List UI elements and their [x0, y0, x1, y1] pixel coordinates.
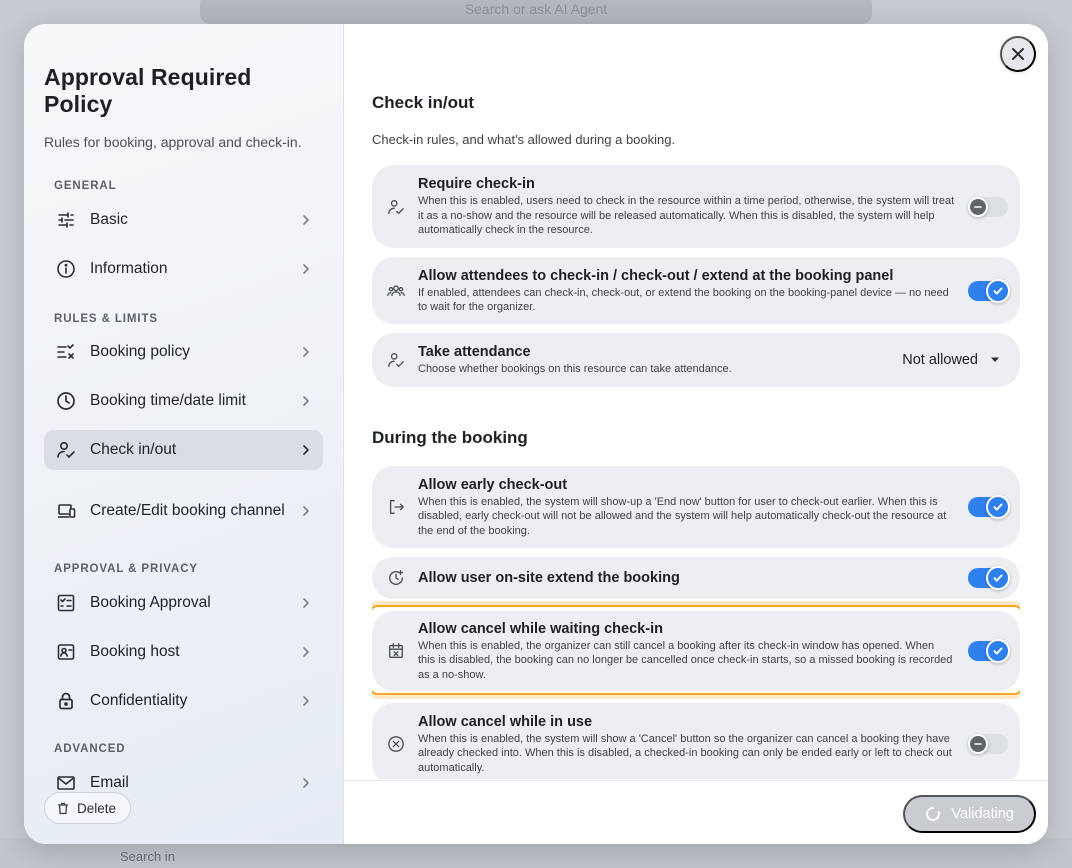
chevron-right-icon — [299, 213, 313, 227]
chevron-right-icon — [299, 504, 313, 518]
minus-icon — [974, 203, 982, 211]
toggle-cancel-in-use[interactable] — [970, 734, 1008, 754]
modal-title: Approval Required Policy — [44, 64, 252, 117]
sidebar-item-booking-host[interactable] — [44, 632, 323, 672]
sidebar-item-booking-time-date-limit[interactable] — [44, 381, 323, 421]
setting-text — [418, 713, 970, 776]
sidebar-item-basic[interactable] — [44, 200, 323, 240]
select-value: Not allowed — [902, 352, 978, 368]
setting-title: Take attendance — [418, 344, 531, 361]
caret-down-icon — [990, 357, 1000, 363]
setting-require-check-in — [372, 165, 1020, 248]
chevron-right-icon — [299, 443, 313, 457]
checklist-icon — [54, 591, 78, 615]
toggle-knob — [986, 639, 1010, 663]
sidebar-item-label: Check in/out — [90, 441, 177, 458]
toggle-require-check-in[interactable] — [970, 197, 1008, 217]
setting-text — [418, 343, 902, 377]
sidebar-item-information[interactable] — [44, 249, 323, 289]
setting-attendees-booking-panel — [372, 257, 1020, 324]
section-description: Check-in rules, and what's allowed during a booking. — [372, 132, 676, 147]
validating-button[interactable] — [903, 795, 1036, 833]
setting-description: When this is enabled, the system will show a 'Cancel' button so the organizer can cancel a booking they have already checked into. When this is disabled, a checked-in booking can only be ended early or left to check out automatically. — [418, 732, 952, 774]
section-title-check-in-out: Check in/out — [372, 93, 475, 112]
sidebar — [24, 24, 344, 844]
setting-description: If enabled, attendees can check-in, check-out, or extend the booking on the booking-panel device — no need to wait for the organizer. — [418, 286, 949, 313]
section-heading-approval-privacy: APPROVAL & PRIVACY — [54, 563, 198, 575]
x-circle-icon — [386, 734, 406, 754]
setting-on-site-extend — [372, 557, 1020, 599]
check-icon — [992, 572, 1004, 584]
toggle-knob — [986, 279, 1010, 303]
chevron-right-icon — [299, 345, 313, 359]
sidebar-item-label: Booking Approval — [90, 594, 211, 611]
sidebar-item-create-edit-booking-channel[interactable] — [44, 479, 323, 543]
policy-modal — [24, 24, 1048, 844]
nav-approval-privacy — [44, 583, 323, 721]
sidebar-item-confidentiality[interactable] — [44, 681, 323, 721]
nav-general — [44, 200, 323, 289]
spinner-icon — [925, 806, 941, 822]
check-icon — [992, 501, 1004, 513]
sidebar-item-label: Create/Edit booking channel — [90, 502, 285, 519]
setting-early-check-out — [372, 466, 1020, 548]
chevron-right-icon — [299, 394, 313, 408]
delete-button[interactable] — [44, 792, 131, 824]
modal-footer — [344, 780, 1048, 844]
setting-title: Allow user on-site extend the booking — [418, 570, 680, 586]
setting-take-attendance — [372, 333, 1020, 387]
check-icon — [992, 645, 1004, 657]
toggle-on-site-extend[interactable] — [968, 568, 1006, 588]
sidebar-item-booking-policy[interactable] — [44, 332, 323, 372]
nav-rules-limits — [44, 332, 323, 543]
sidebar-item-check-in-out[interactable] — [44, 430, 323, 470]
setting-title: Allow early check-out — [418, 476, 568, 493]
list-check-x-icon — [54, 340, 78, 364]
sidebar-item-label: Confidentiality — [90, 692, 188, 709]
take-attendance-select[interactable] — [902, 352, 1000, 368]
sidebar-item-label: Booking host — [90, 643, 180, 660]
sidebar-item-label: Information — [90, 260, 168, 277]
toggle-knob — [986, 566, 1010, 590]
sidebar-item-booking-approval[interactable] — [44, 583, 323, 623]
chevron-right-icon — [299, 776, 313, 790]
chevron-right-icon — [299, 694, 313, 708]
background-search-bar — [200, 0, 872, 24]
clock-plus-icon — [386, 568, 406, 588]
settings-content[interactable] — [372, 24, 1020, 779]
setting-text — [418, 476, 968, 539]
setting-title: Allow attendees to check-in / check-out / extend at the booking panel — [418, 267, 894, 284]
users-icon — [386, 281, 406, 301]
calendar-x-icon — [386, 641, 406, 661]
info-circle-icon — [54, 257, 78, 281]
trash-icon — [57, 802, 69, 815]
user-check-icon — [386, 350, 406, 370]
section-heading-general: GENERAL — [54, 180, 117, 192]
chevron-right-icon — [299, 596, 313, 610]
background-search-text: Search or ask AI Agent — [464, 1, 608, 17]
section-heading-rules-limits: RULES & LIMITS — [54, 313, 158, 325]
settings-panel — [344, 24, 1048, 844]
setting-cancel-waiting-check-in — [372, 611, 1020, 691]
setting-description: Choose whether bookings on this resource can take attendance. — [418, 363, 732, 376]
toggle-knob — [986, 495, 1010, 519]
toggle-cancel-waiting-check-in[interactable] — [968, 641, 1006, 661]
id-badge-icon — [54, 640, 78, 664]
toggle-knob — [968, 734, 988, 754]
chevron-right-icon — [299, 645, 313, 659]
delete-label: Delete — [77, 800, 117, 816]
modal-subtitle: Rules for booking, approval and check-in. — [44, 134, 302, 150]
user-check-icon — [386, 197, 406, 217]
lock-icon — [54, 689, 78, 713]
toggle-knob — [968, 197, 988, 217]
check-icon — [992, 285, 1004, 297]
validating-label: Validating — [951, 806, 1014, 822]
setting-text — [418, 620, 968, 683]
setting-text — [418, 175, 970, 238]
setting-title: Allow cancel while in use — [418, 713, 593, 730]
setting-description: When this is enabled, users need to check in the resource within a time period, otherwise, the system will treat it as a no-show and the resource will be released automatically. When this is disabled, the system will help automatically check in the resource. — [418, 195, 955, 237]
section-title-during-booking: During the booking — [372, 428, 528, 447]
setting-description: When this is enabled, the organizer can still cancel a booking after its check-in window has opened. When this is disabled, the booking can no longer be cancelled once check-in starts, so a missed booking is recorded as a no-show. — [418, 639, 953, 681]
sliders-icon — [54, 208, 78, 232]
devices-icon — [54, 499, 78, 523]
sidebar-item-label: Basic — [90, 211, 128, 228]
setting-cancel-in-use — [372, 703, 1020, 779]
section-heading-advanced: ADVANCED — [54, 743, 126, 755]
minus-icon — [974, 740, 982, 748]
user-check-icon — [54, 438, 78, 462]
setting-title: Require check-in — [418, 176, 535, 193]
background-bottom-text: Search in — [120, 849, 175, 864]
toggle-attendees-booking-panel[interactable] — [968, 281, 1006, 301]
chevron-right-icon — [299, 262, 313, 276]
clock-icon — [54, 389, 78, 413]
setting-title: Allow cancel while waiting check-in — [418, 620, 663, 637]
setting-description: When this is enabled, the system will show-up a 'End now' button for user to check-out earlier. When this is disabled, early check-out will not be allowed and the system will help automatically check-out the resource at the end of the booking. — [418, 495, 947, 537]
sidebar-item-label: Email — [90, 774, 129, 791]
sign-out-icon — [386, 497, 406, 517]
setting-text — [418, 267, 968, 315]
setting-text — [418, 569, 968, 587]
toggle-early-check-out[interactable] — [968, 497, 1006, 517]
sidebar-item-label: Booking policy — [90, 343, 190, 360]
sidebar-item-label: Booking time/date limit — [90, 392, 246, 409]
